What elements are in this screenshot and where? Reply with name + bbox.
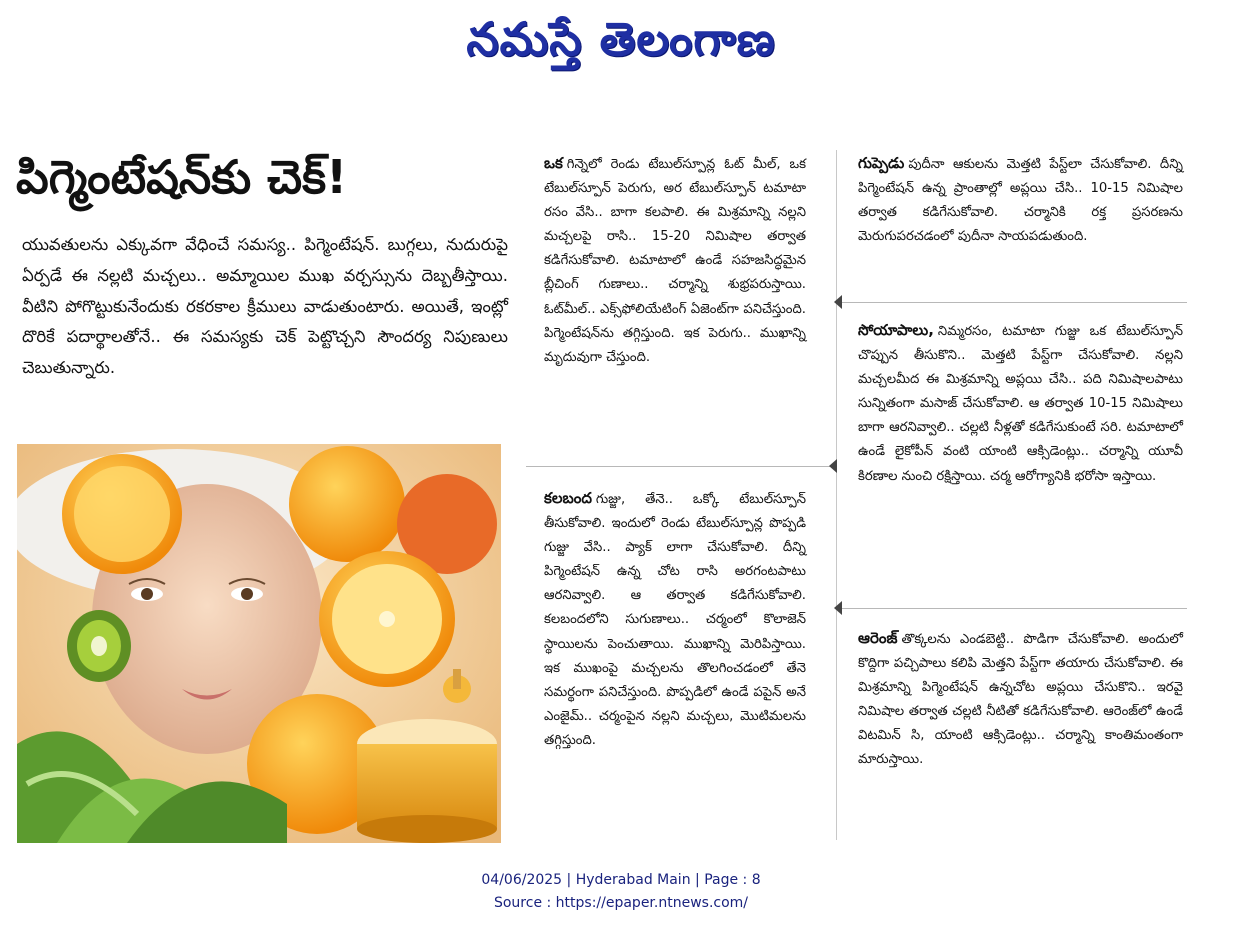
orange-icon (289, 446, 405, 562)
section-body: నిమ్మరసం, టమాటా గుజ్జు ఒక టేబుల్‌స్పూన్ చొప్పున తీసుకొని.. మెత్తటి పేస్ట్‌గా చేసుకోవాలి. నల్లని మచ్చలమీద ఈ మిశ్రమాన్ని అప్లయి చేసి.. పది నిమిషాలపాటు సున్నితంగా మసాజ్ చేసుకోవాలి. ఆ తర్వాత 10-15 నిమిషాలు బాగా ఆరనివ్వాలి.. చల్లటి నీళ్లతో కడిగేసుకుంటే సరి. టమాటాలో ఉండే లైకోపీన్ వంటి యాంటి ఆక్సిడెంట్లు.. చర్మాన్ని యూవీ కిరణాల నుంచి రక్షిస్తాయి. చర్మ ఆరోగ్యానికి భరోసా ఇస్తాయి. (858, 324, 1183, 484)
section-divider (842, 608, 1187, 609)
section-lead: సోయాపాలు, (858, 321, 934, 339)
intro-text: యువతులను ఎక్కువగా వేధించే సమస్య.. పిగ్మెంటేషన్. బుగ్గలు, నుదురుపై ఏర్పడే ఈ నల్లటి మచ్చలు.. అమ్మాయిల ముఖ వర్చస్సును దెబ్బతీస్తాయి. వీటిని పోగొట్టుకునేందుకు రకరకాల క్రీములు వాడుతుంటారు. అయితే, ఇంట్లో దొరికే పదార్థాలతోనే.. ఈ సమస్యకు చెక్ పెట్టొచ్చని సౌందర్య నిపుణులు చెబుతున్నారు. (22, 235, 508, 378)
column-divider (836, 150, 837, 840)
section-mint (858, 151, 1183, 249)
article-intro (22, 230, 508, 384)
section-lead: గుప్పెడు (858, 154, 905, 172)
section-lead: ఒక (544, 154, 563, 172)
section-marker (829, 459, 837, 473)
newspaper-masthead: నమస్తే తెలంగాణ (466, 12, 776, 66)
face-mask-fruits-illustration (17, 444, 501, 843)
section-body: గుజ్జు, తేనె.. ఒక్కో టేబుల్‌స్పూన్ తీసుకోవాలి. ఇందులో రెండు టేబుల్‌స్పూన్ల పొప్పడి గుజ్జు వేసి.. ప్యాక్ లాగా చేసుకోవాలి. దీన్ని పిగ్మెంటేషన్ ఉన్న చోట రాసి అరగంటపాటు ఆరనివ్వాలి. ఆ తర్వాత కడిగేసుకోవాలి. కలబందలోని సుగుణాలు.. చర్మంలో కొలాజెన్ స్థాయిలను పెంచుతాయి. ముఖాన్ని మెరిపిస్తాయి. ఇక ముఖంపై మచ్చలను తొలగించడంలో తేనె సమర్థంగా పనిచేస్తుంది. పొప్పడిలో ఉండే పపైన్ అనే ఎంజైమ్.. చర్మంపైన నల్లని మచ్చలు, మొటిమలను తగ్గిస్తుంది. (544, 492, 806, 748)
section-marker (834, 601, 842, 615)
section-aloe-vera (544, 486, 806, 753)
section-body: పుదీనా ఆకులను మెత్తటి పేస్ట్‌లా చేసుకోవాలి. దీన్ని పిగ్మెంటేషన్ ఉన్న ప్రాంతాల్లో అప్లయి చేసి.. 10-15 నిమిషాల తర్వాత కడిగేసుకోవాలి. చర్మానికి రక్త ప్రసరణను మెరుగుపరచడంలో పుదీనా సాయపడుతుంది. (858, 157, 1183, 245)
section-soy-milk (858, 318, 1183, 489)
footer-source-link[interactable]: Source : https://epaper.ntnews.com/ (493, 895, 749, 911)
article-headline: పిగ్మెంటేషన్‌కు చెక్! (16, 150, 348, 204)
section-oats-tomato (544, 151, 806, 370)
article-photo (17, 444, 501, 843)
section-lead: ఆరెంజ్ (858, 629, 898, 647)
section-orange-peel (858, 626, 1183, 773)
section-divider (842, 302, 1187, 303)
section-body: గిన్నెలో రెండు టేబుల్‌స్పూన్ల ఓట్‌ మీల్, ఒక టేబుల్‌స్పూన్ పెరుగు, అర టేబుల్‌స్పూన్ టమాటా రసం వేసి.. బాగా కలపాలి. ఈ మిశ్రమాన్ని నల్లని మచ్చలపై రాసి.. 15-20 నిమిషాల తర్వాత కడిగేసుకోవాలి. టమాటాలో ఉండే సహజసిద్ధమైన బ్లీచింగ్ గుణాలు.. చర్మాన్ని శుభ్రపరుస్తాయి. ఓట్‌మీల్.. ఎక్స్‌ఫోలియేటింగ్ ఏజెంట్‌గా పనిచేస్తుంది. పిగ్మెంటేషన్‌ను తగ్గిస్తుంది. ఇక పెరుగు.. ముఖాన్ని మృదువుగా చేస్తుంది. (544, 157, 806, 365)
section-marker (834, 295, 842, 309)
section-body: తొక్కలను ఎండబెట్టి.. పొడిగా చేసుకోవాలి. అందులో కొద్దిగా పచ్చిపాలు కలిపి మెత్తని పేస్ట్‌గా తయారు చేసుకోవాలి. ఈ మిశ్రమాన్ని పిగ్మెంటేషన్ ఉన్నచోట అప్లయి చేసుకొని.. ఇరవై నిమిషాల తర్వాత చల్లటి నీటితో కడిగేసుకోవాలి. ఆరెంజ్‌లో ఉండే విటమిన్ సి, యాంటి ఆక్సిడెంట్లు.. చర్మాన్ని కాంతిమంతంగా మారుస్తాయి. (858, 632, 1183, 768)
section-divider (526, 466, 831, 467)
footer-edition-info: 04/06/2025 | Hyderabad Main | Page : 8 (481, 872, 761, 888)
section-lead: కలబంద (544, 489, 592, 507)
